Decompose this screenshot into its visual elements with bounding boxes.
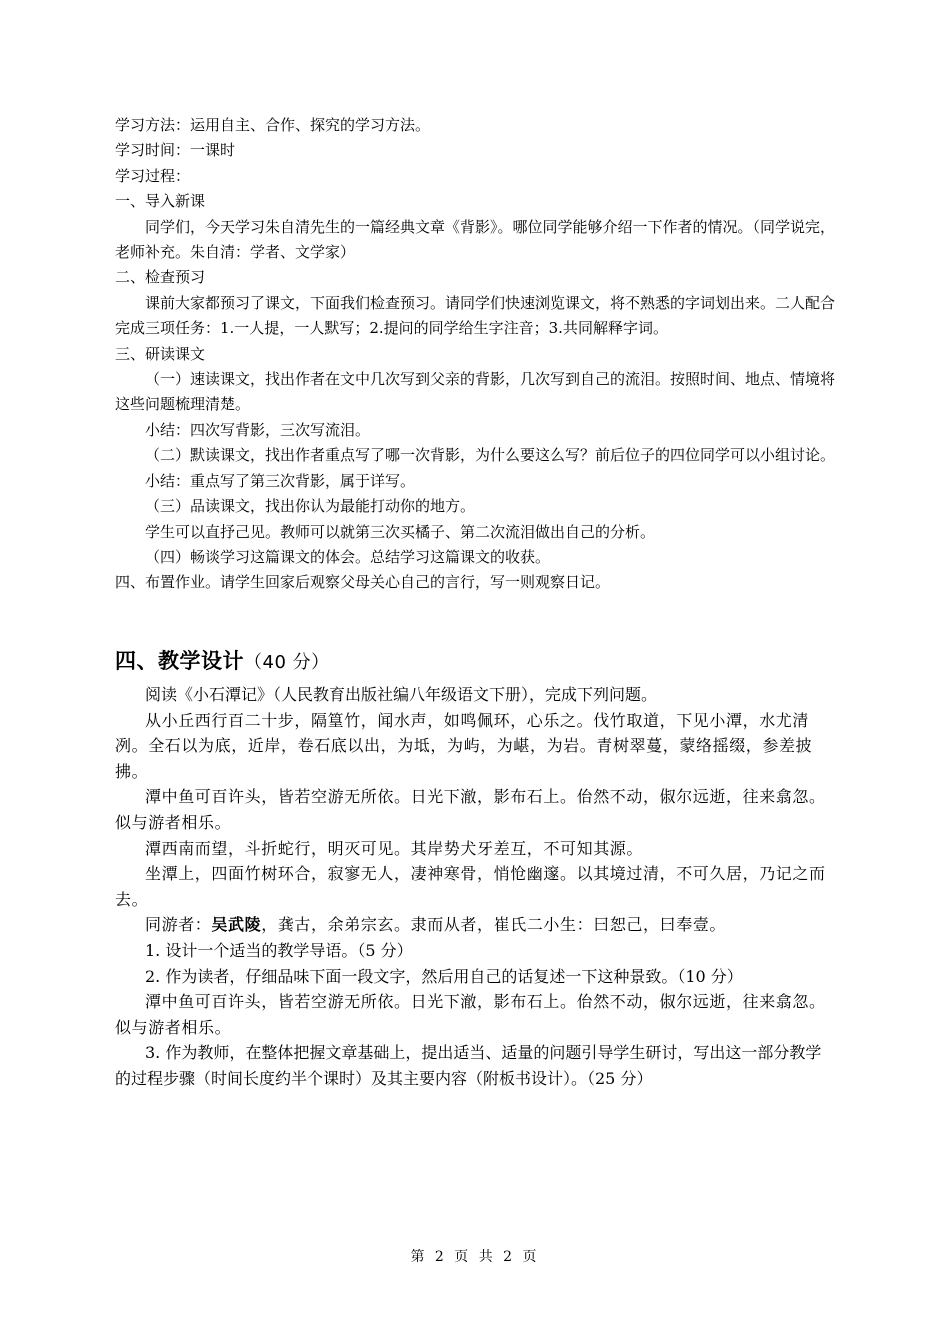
section-4-points: （40 分） (244, 652, 330, 673)
step-1-text: 同学们，今天学习朱自清先生的一篇经典文章《背影》。哪位同学能够介绍一下作者的情况。（同学说完，老师补充。朱自清：学者、文学家） (115, 217, 836, 262)
passage-paragraph-2: 潭中鱼可百许头，皆若空游无所依。日光下澈，影布石上。佁然不动，俶尔远逝，往来翕忽。似与游者相乐。 (115, 787, 826, 832)
step-2-text: 课前大家都预习了课文，下面我们检查预习。请同学们快速浏览课文，将不熟悉的字词划出来。二人配合完成三项任务：1.一人提，一人默写；2.提问的同学给生字注音；3.共同解释字词。 (115, 293, 836, 338)
section-4-heading (115, 645, 330, 679)
page-footer: 第 2 页 共 2 页 (410, 1249, 540, 1265)
section-4-title: 四、教学设计 (115, 649, 244, 673)
passage-paragraph-4: 坐潭上，四面竹树环合，寂寥无人，凄神寒骨，悄怆幽邃。以其境过清，不可久居，乃记之而去。 (115, 864, 826, 909)
step-4-text: 四、布置作业。请学生回家后观察父母关心自己的言行，写一则观察日记。 (115, 573, 611, 592)
question-1: 1. 设计一个适当的教学导语。（5 分） (145, 940, 413, 960)
question-2-quote: 潭中鱼可百许头，皆若空游无所依。日光下澈，影布石上。佁然不动，俶尔远逝，往来翕忽。似与游者相乐。 (115, 992, 826, 1037)
method-line: 学习方法：运用自主、合作、探究的学习方法。 (115, 116, 431, 134)
reading-intro: 阅读《小石潭记》（人民教育出版社编八年级语文下册），完成下列问题。 (145, 685, 658, 704)
companions-label: 同游者： (145, 915, 212, 935)
passage-companions (115, 912, 837, 938)
companions-rest: ，龚古，余弟宗玄。隶而从者，崔氏二小生：曰恕己，曰奉壹。 (261, 915, 727, 935)
passage-paragraph-3: 潭西南而望，斗折蛇行，明灭可见。其岸势犬牙差互，不可知其源。 (145, 838, 644, 858)
step-2-heading: 二、检查预习 (115, 268, 206, 287)
step-3c-text: （三）品读课文，找出你认为最能打动你的地方。 (145, 497, 476, 516)
step-3-heading: 三、研读课文 (115, 344, 206, 363)
companions-bold-name: 吴武陵 (211, 915, 262, 935)
lesson-process-section (115, 113, 837, 596)
step-1-heading: 一、导入新课 (115, 192, 206, 211)
step-3a-text: （一）速读课文，找出作者在文中几次写到父亲的背影，几次写到自己的流泪。按照时间、地点、情境将这些问题梳理清楚。 (115, 370, 836, 414)
passage-paragraph-1: 从小丘西行百二十步，隔篁竹，闻水声，如鸣佩环，心乐之。伐竹取道，下见小潭，水尤清冽。全石以为底，近岸，卷石底以出，为坻，为屿，为嵁，为岩。青树翠蔓，蒙络摇缀，参差披拂。 (115, 710, 813, 781)
step-3b-text: （二）默读课文，找出作者重点写了哪一次背影，为什么要这么写？前后位子的四位同学可以小组讨论。 (145, 446, 836, 465)
process-label: 学习过程： (115, 166, 191, 185)
step-3a-summary: 小结：四次写背影，三次写流泪。 (145, 420, 371, 439)
time-line: 学习时间：一课时 (115, 141, 236, 160)
step-3b-summary: 小结：重点写了第三次背影，属于详写。 (145, 471, 416, 490)
teaching-design-section (115, 682, 837, 1092)
question-3: 3. 作为教师，在整体把握文章基础上，提出适当、适量的问题引导学生研讨，写出这一部分教学的过程步骤（时间长度约半个课时）及其主要内容（附板书设计）。（25 分） (115, 1043, 822, 1088)
step-3d-text: （四）畅谈学习这篇课文的体会。总结学习这篇课文的收获。 (145, 547, 551, 566)
question-2: 2. 作为读者，仔细品味下面一段文字，然后用自己的话复述一下这种景致。（10 分） (145, 966, 743, 986)
step-3c-note: 学生可以直抒己见。教师可以就第三次买橘子、第二次流泪做出自己的分析。 (145, 522, 656, 541)
